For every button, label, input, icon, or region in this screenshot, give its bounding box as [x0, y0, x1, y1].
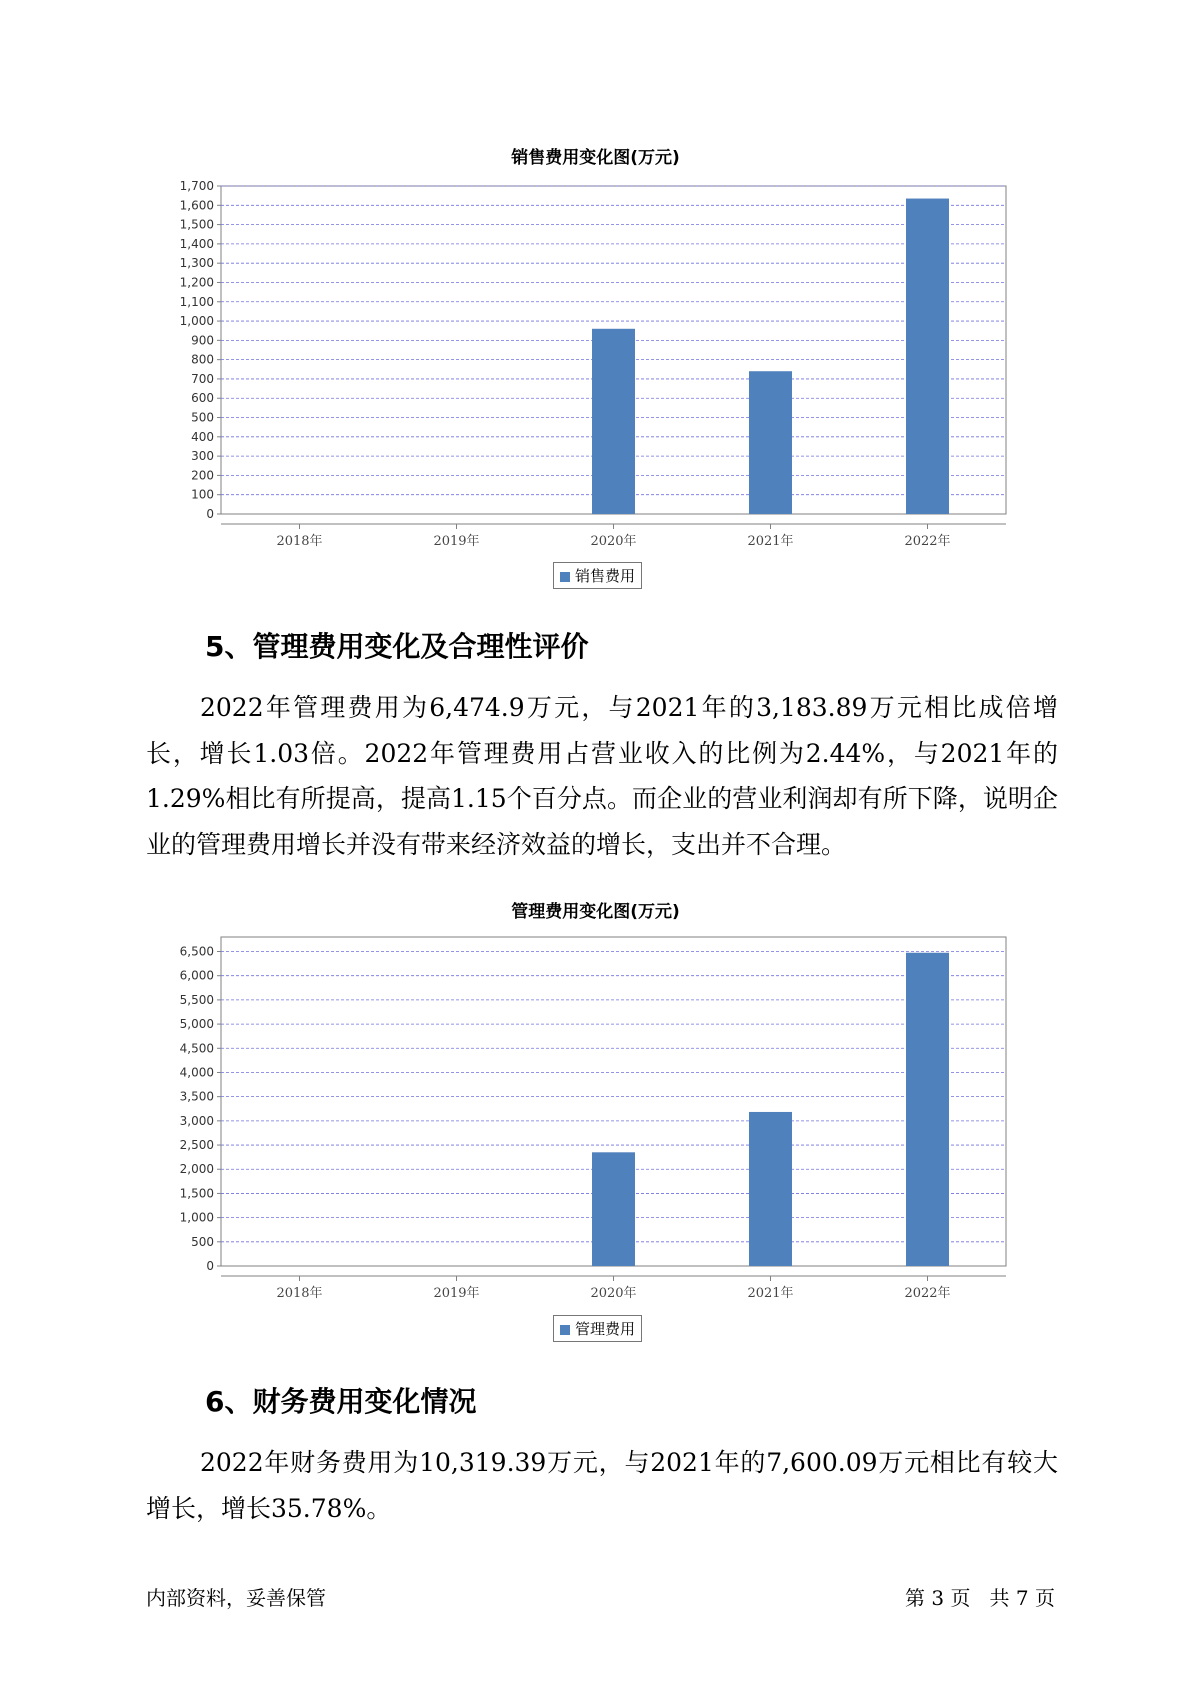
- sales-legend-label: 销售费用: [575, 567, 636, 585]
- sales-ytick-label: 1,400: [179, 236, 214, 251]
- admin-ytick-label: 6,500: [179, 944, 214, 959]
- total-pages: 7: [1015, 1586, 1029, 1610]
- admin-ytick-label: 5,500: [179, 992, 214, 1007]
- footer-page-info: [905, 1582, 1055, 1611]
- section5-paragraph: 2022年管理费用为6,474.9万元，与2021年的3,183.89万元相比成倍增长，增长1.03倍。2022年管理费用占营业收入的比例为2.44%，与2021年的1.29%相比有所提高，提高1.15个百分点。而企业的营业利润却有所下降，说明企业的管理费用增长并没有带来经济效益的增长，支出并不合理。: [146, 693, 1058, 859]
- page-unit: 页: [950, 1586, 971, 1610]
- sales-ytick-label: 800: [191, 352, 214, 367]
- sales-ytick-label: 1,100: [179, 294, 214, 309]
- admin-ytick-label: 500: [191, 1234, 214, 1249]
- admin-ytick-label: 1,000: [179, 1210, 214, 1225]
- sales-ytick-label: 100: [191, 487, 214, 502]
- admin-ytick-label: 4,000: [179, 1065, 214, 1080]
- legend-swatch: [560, 1325, 570, 1335]
- sales-ytick-label: 1,200: [179, 275, 214, 290]
- admin-ytick-label: 3,500: [179, 1089, 214, 1104]
- admin-ytick-label: 2,500: [179, 1138, 214, 1153]
- admin-ytick-label: 6,000: [179, 968, 214, 983]
- admin-bar: [592, 1152, 635, 1266]
- sales-ytick-label: 700: [191, 371, 214, 386]
- sales-ytick-label: 1,700: [179, 179, 214, 193]
- sales-ytick-label: 1,300: [179, 256, 214, 271]
- sales-ytick-label: 900: [191, 333, 214, 348]
- section6-heading: 6、财务费用变化情况: [205, 1385, 477, 1418]
- admin-ytick-label: 5,000: [179, 1017, 214, 1032]
- footer-confidential-note: 内部资料，妥善保管: [146, 1586, 326, 1610]
- sales-xtick-label: 2022年: [904, 534, 951, 549]
- sales-ytick-label: 300: [191, 449, 214, 464]
- sales-xtick-label: 2021年: [747, 534, 794, 549]
- sales-xtick-label: 2019年: [433, 534, 480, 549]
- admin-xtick-label: 2019年: [433, 1286, 480, 1301]
- admin-xtick-label: 2022年: [904, 1286, 951, 1301]
- sales-chart-title: 销售费用变化图(万元): [511, 148, 680, 168]
- admin-legend-label: 管理费用: [575, 1320, 636, 1338]
- sales-xtick-label: 2020年: [590, 534, 637, 549]
- admin-xtick-label: 2021年: [747, 1286, 794, 1301]
- section6-paragraph: 2022年财务费用为10,319.39万元，与2021年的7,600.09万元相比有较大增长，增长35.78%。: [146, 1448, 1058, 1523]
- admin-ytick-label: 3,000: [179, 1113, 214, 1128]
- admin-bar: [906, 953, 949, 1266]
- admin-chart-title: 管理费用变化图(万元): [511, 902, 680, 922]
- total-prefix: 共: [989, 1586, 1010, 1610]
- admin-bar: [749, 1112, 792, 1266]
- sales-ytick-label: 500: [191, 410, 214, 425]
- sales-ytick-label: 0: [206, 507, 214, 521]
- admin-ytick-label: 1,500: [179, 1186, 214, 1201]
- page-number: 3: [931, 1586, 945, 1610]
- sales-ytick-label: 1,500: [179, 217, 214, 232]
- sales-ytick-label: 400: [191, 429, 214, 444]
- admin-xtick-label: 2020年: [590, 1286, 637, 1301]
- sales-ytick-label: 1,600: [179, 198, 214, 213]
- total-unit: 页: [1035, 1586, 1055, 1610]
- admin-chart-legend: [553, 1315, 642, 1342]
- sales-ytick-label: 1,000: [179, 314, 214, 329]
- admin-xtick-label: 2018年: [276, 1286, 323, 1301]
- sales-xtick-label: 2018年: [276, 534, 323, 549]
- admin-ytick-label: 4,500: [179, 1041, 214, 1056]
- page-prefix: 第: [905, 1586, 926, 1610]
- admin-ytick-label: 0: [206, 1259, 214, 1273]
- sales-ytick-label: 600: [191, 391, 214, 406]
- section5-heading: 5、管理费用变化及合理性评价: [205, 630, 589, 663]
- sales-ytick-label: 200: [191, 468, 214, 483]
- admin-ytick-label: 2,000: [179, 1162, 214, 1177]
